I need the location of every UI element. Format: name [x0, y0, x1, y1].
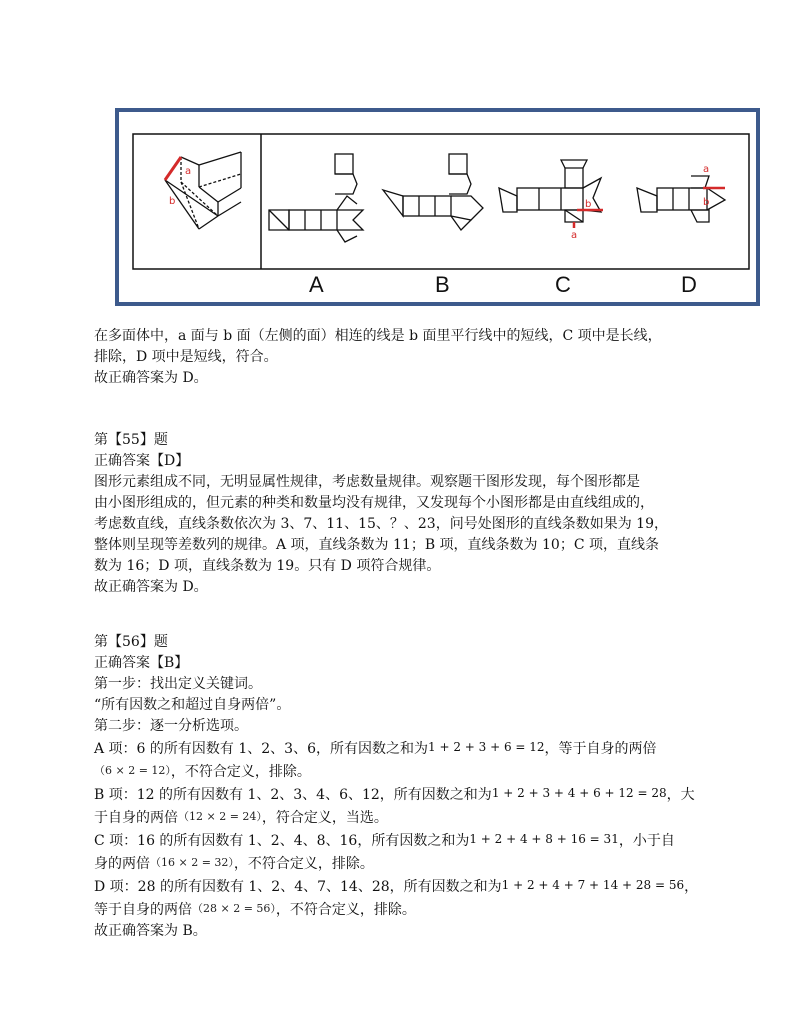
- q56-conclusion: 故正确答案为 B。: [94, 923, 207, 939]
- q56-keyword: “所有因数之和超过自身两倍”。: [94, 697, 291, 713]
- math-expression: （6 × 2 = 12）: [94, 764, 171, 777]
- q55-block: [94, 430, 734, 598]
- q55-answer: 正确答案【D】: [94, 453, 190, 469]
- option-d-label-a: a: [703, 164, 710, 175]
- q56-option-d-cont: 等于自身的两倍（28 × 2 = 56），不符合定义，排除。: [94, 902, 416, 918]
- q56-option-a-cont: （6 × 2 = 12），不符合定义，排除。: [94, 764, 311, 780]
- q55-title: 第【55】题: [94, 432, 168, 448]
- math-expression: 1 + 2 + 3 + 6 = 12: [428, 740, 545, 754]
- net-option-a: [269, 154, 363, 242]
- question-figure: [115, 108, 760, 306]
- option-c-label-a: a: [571, 230, 578, 241]
- math-expression: 1 + 2 + 4 + 8 + 16 = 31: [469, 832, 619, 846]
- q56-step1: 第一步：找出定义关键词。: [94, 676, 262, 692]
- q55-line: 数为 16；D 项，直线条数为 19。只有 D 项符合规律。: [94, 558, 441, 574]
- q54-explanation: [94, 326, 734, 389]
- q56-title: 第【56】题: [94, 634, 168, 650]
- option-d-label-b: b: [703, 197, 710, 208]
- q54-line: 在多面体中，a 面与 b 面（左侧的面）相连的线是 b 面里平行线中的短线，C 项中是长线，: [94, 328, 662, 344]
- q54-line: 故正确答案为 D。: [94, 370, 208, 386]
- math-expression: 1 + 2 + 3 + 4 + 6 + 12 = 28: [491, 786, 667, 800]
- q56-option-b-cont: 于自身的两倍（12 × 2 = 24），符合定义，当选。: [94, 810, 388, 826]
- q56-answer: 正确答案【B】: [94, 655, 189, 671]
- q56-step2: 第二步：逐一分析选项。: [94, 718, 248, 734]
- net-option-c: [499, 160, 601, 222]
- face-label-a: a: [185, 166, 192, 177]
- q55-line: 考虑数直线，直线条数依次为 3、7、11、15、？、23，问号处图形的直线条数如果为 19，: [94, 516, 668, 532]
- math-expression: （28 × 2 = 56）: [192, 902, 276, 915]
- option-label-a: A: [309, 272, 324, 297]
- q55-line: 整体则呈现等差数列的规律。A 项，直线条数为 11；B 项，直线条数为 10；C 项，直线条: [94, 537, 659, 553]
- q54-line: 排除，D 项中是短线，符合。: [94, 349, 278, 365]
- q56-block: [94, 632, 734, 942]
- net-option-d: [637, 176, 725, 222]
- q56-option-a: A 项：6 的所有因数有 1、2、3、6，所有因数之和为1 + 2 + 3 + 6 = 12，等于自身的两倍: [94, 740, 657, 757]
- q55-line: 故正确答案为 D。: [94, 579, 208, 595]
- math-expression: （12 × 2 = 24）: [178, 810, 262, 823]
- net-option-b: [383, 154, 483, 230]
- q56-option-c: C 项：16 的所有因数有 1、2、4、8、16，所有因数之和为1 + 2 + 4 + 8 + 16 = 31，小于自: [94, 832, 675, 849]
- q55-line: 图形元素组成不同，无明显属性规律，考虑数量规律。观察题干图形发现，每个图形都是: [94, 474, 640, 490]
- figure-drawing: [119, 112, 756, 302]
- face-label-b: b: [169, 196, 176, 207]
- option-label-b: B: [435, 272, 450, 297]
- q55-line: 由小图形组成的，但元素的种类和数量均没有规律，又发现每个小图形都是由直线组成的，: [94, 495, 654, 511]
- q56-option-c-cont: 身的两倍（16 × 2 = 32），不符合定义，排除。: [94, 856, 374, 872]
- polyhedron-highlight-edge: [165, 157, 181, 180]
- math-expression: 1 + 2 + 4 + 7 + 14 + 28 = 56: [501, 878, 685, 892]
- q56-option-d: D 项：28 的所有因数有 1、2、4、7、14、28，所有因数之和为1 + 2 + 4 + 7 + 14 + 28 = 56，: [94, 878, 699, 895]
- option-label-c: C: [555, 272, 571, 297]
- math-expression: （16 × 2 = 32）: [150, 856, 234, 869]
- q56-option-b: B 项：12 的所有因数有 1、2、3、4、6、12，所有因数之和为1 + 2 + 3 + 4 + 6 + 12 = 28，大: [94, 786, 695, 803]
- option-label-d: D: [681, 272, 697, 297]
- option-c-label-b: b: [585, 199, 592, 210]
